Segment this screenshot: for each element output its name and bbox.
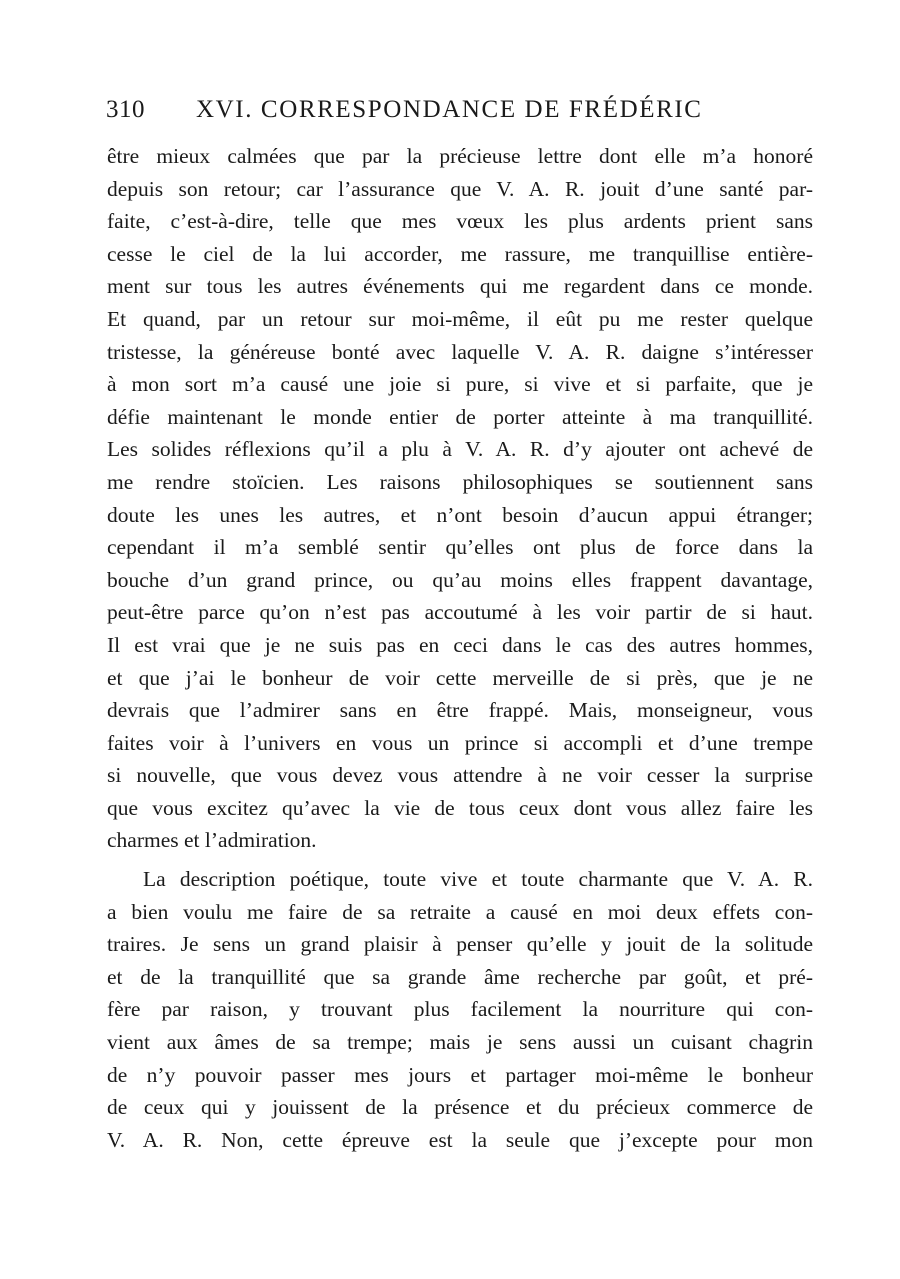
text-line: Il est vrai que je ne suis pas en ceci dans le cas des autres hommes, bbox=[107, 632, 813, 657]
text-line: à mon sort m’a causé une joie si pure, si vive et si parfaite, que je bbox=[107, 372, 813, 397]
text-line: La description poétique, toute vive et toute charmante que V. A. R. bbox=[143, 867, 813, 892]
text-line: si nouvelle, que vous devez vous attendre à ne voir cesser la surprise bbox=[107, 763, 813, 788]
text-line: V. A. R. Non, cette épreuve est la seule que j’excepte pour mon bbox=[107, 1127, 813, 1152]
text-line: de ceux qui y jouissent de la présence et du précieux commerce de bbox=[107, 1095, 813, 1120]
text-line: que vous excitez qu’avec la vie de tous ceux dont vous allez faire les bbox=[107, 795, 813, 820]
text-line: me rendre stoïcien. Les raisons philosophiques se soutiennent sans bbox=[107, 469, 813, 494]
text-line: traires. Je sens un grand plaisir à penser qu’elle y jouit de la solitude bbox=[107, 932, 813, 957]
text-line: cependant il m’a semblé sentir qu’elles ont plus de force dans la bbox=[107, 535, 813, 560]
running-head bbox=[106, 96, 826, 136]
text-line: faite, c’est-à-dire, telle que mes vœux les plus ardents prient sans bbox=[107, 209, 813, 234]
page-number: 310 bbox=[106, 96, 145, 123]
text-line: et que j’ai le bonheur de voir cette merveille de si près, que je ne bbox=[107, 665, 813, 690]
text-line: devrais que l’admirer sans en être frappé. Mais, monseigneur, vous bbox=[107, 698, 813, 723]
text-line: bouche d’un grand prince, ou qu’au moins elles frappent davantage, bbox=[107, 567, 813, 592]
text-line: a bien voulu me faire de sa retraite a causé en moi deux effets con- bbox=[107, 899, 813, 924]
text-line: charmes et l’admiration. bbox=[107, 828, 317, 853]
text-line: défie maintenant le monde entier de porter atteinte à ma tranquillité. bbox=[107, 404, 813, 429]
text-line: être mieux calmées que par la précieuse lettre dont elle m’a honoré bbox=[107, 144, 813, 168]
text-line: tristesse, la généreuse bonté avec laquelle V. A. R. daigne s’intéresser bbox=[107, 339, 813, 364]
text-line: et de la tranquillité que sa grande âme recherche par goût, et pré- bbox=[107, 964, 813, 989]
text-line: fère par raison, y trouvant plus facilement la nourriture qui con- bbox=[107, 997, 813, 1022]
text-line: peut-être parce qu’on n’est pas accoutumé à les voir partir de si haut. bbox=[107, 600, 813, 625]
text-line: cesse le ciel de la lui accorder, me rassure, me tranquillise entière- bbox=[107, 241, 813, 266]
text-line: de n’y pouvoir passer mes jours et partager moi-même le bonheur bbox=[107, 1062, 813, 1087]
text-line: Les solides réflexions qu’il a plu à V. A. R. d’y ajouter ont achevé de bbox=[107, 437, 813, 462]
text-line: vient aux âmes de sa trempe; mais je sens aussi un cuisant chagrin bbox=[107, 1030, 813, 1055]
body-text bbox=[107, 140, 813, 1156]
text-line: doute les unes les autres, et n’ont besoin d’aucun appui étranger; bbox=[107, 502, 813, 527]
text-line: Et quand, par un retour sur moi-même, il eût pu me rester quelque bbox=[107, 306, 813, 331]
running-title: XVI. CORRESPONDANCE DE FRÉDÉRIC bbox=[196, 96, 703, 123]
text-line: depuis son retour; car l’assurance que V. A. R. jouit d’une santé par- bbox=[107, 176, 813, 201]
text-line: faites voir à l’univers en vous un prince si accompli et d’une trempe bbox=[107, 730, 813, 755]
text-line: ment sur tous les autres événements qui me regardent dans ce monde. bbox=[107, 274, 813, 299]
